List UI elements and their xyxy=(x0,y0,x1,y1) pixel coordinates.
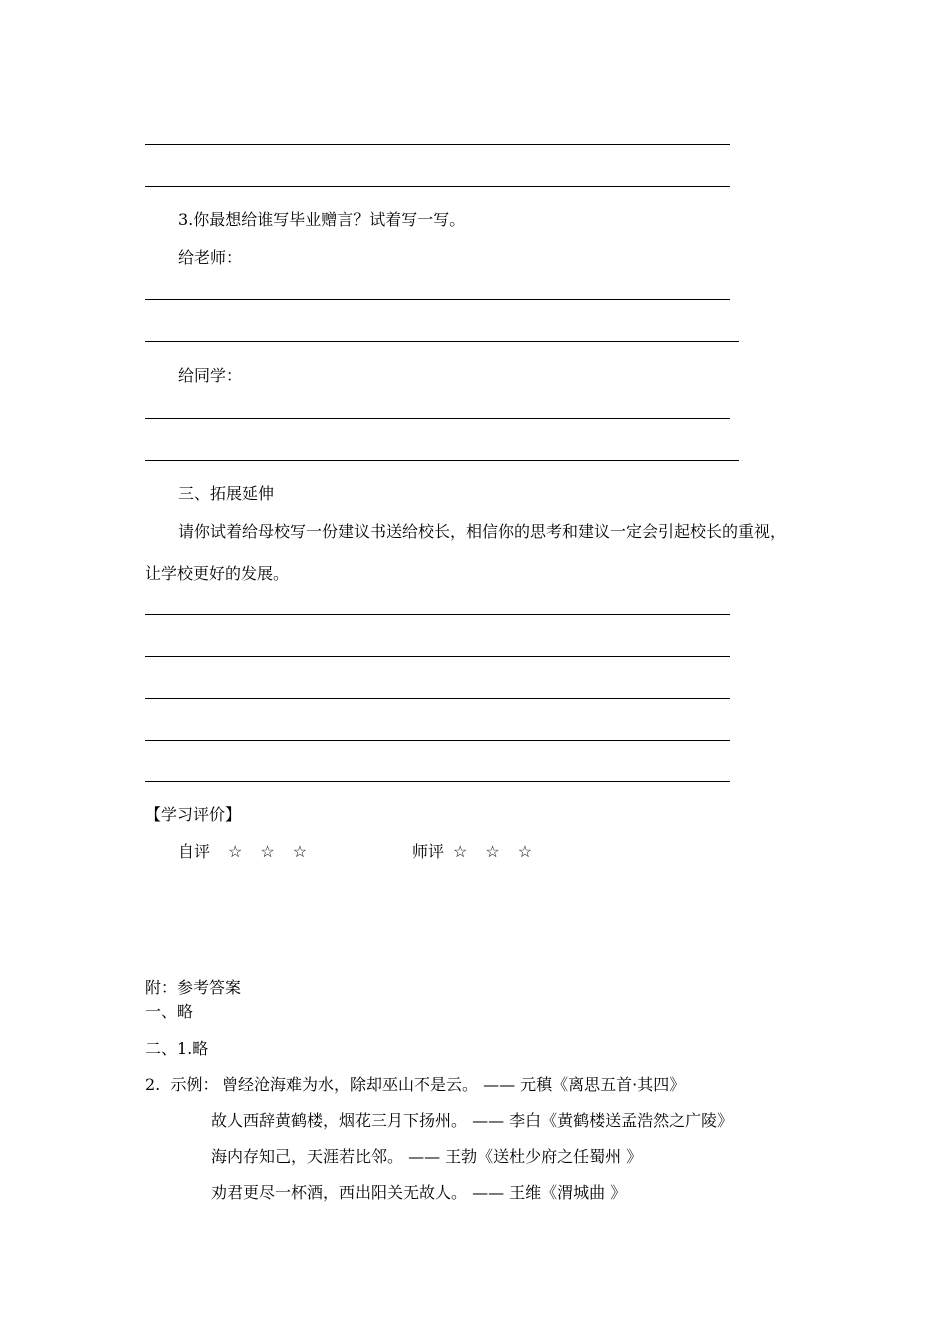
writing-line xyxy=(145,698,730,699)
question-3-prompt: 3.你最想给谁写毕业赠言？试着写一写。 xyxy=(178,210,466,229)
writing-line xyxy=(145,144,730,145)
section-text-line: 请你试着给母校写一份建议书送给校长，相信你的思考和建议一定会引起校长的重视， xyxy=(178,522,787,541)
writing-line xyxy=(145,341,739,342)
teacher-evaluation-label: 师评 xyxy=(412,842,445,861)
example-line: 曾经沧海难为水，除却巫山不是云。 —— 元稹《离思五首·其四》 xyxy=(222,1075,686,1094)
teacher-label: 给老师： xyxy=(178,248,243,267)
teacher-evaluation-stars: ☆ ☆ ☆ xyxy=(453,842,534,861)
writing-line xyxy=(145,740,730,741)
example-line: 故人西辞黄鹤楼，烟花三月下扬州。 —— 李白《黄鹤楼送孟浩然之广陵》 xyxy=(211,1111,734,1130)
evaluation-title: 【学习评价】 xyxy=(145,805,242,824)
writing-line xyxy=(145,299,730,300)
writing-line xyxy=(145,460,739,461)
writing-line xyxy=(145,418,730,419)
writing-line xyxy=(145,656,730,657)
example-line: 海内存知己，天涯若比邻。 —— 王勃《送杜少府之任蜀州 》 xyxy=(211,1147,643,1166)
self-evaluation-stars: ☆ ☆ ☆ xyxy=(228,842,309,861)
example-prefix: 2. 示例： xyxy=(145,1075,219,1094)
writing-line xyxy=(145,781,730,782)
answer-1: 一、略 xyxy=(145,1002,194,1021)
answers-title: 附：参考答案 xyxy=(145,978,242,997)
writing-line xyxy=(145,186,730,187)
writing-line xyxy=(145,614,730,615)
classmate-label: 给同学： xyxy=(178,366,243,385)
self-evaluation-label: 自评 xyxy=(178,842,211,861)
answer-2-1: 二、1.略 xyxy=(145,1039,209,1058)
example-line: 劝君更尽一杯酒，西出阳关无故人。 —— 王维《渭城曲 》 xyxy=(211,1183,627,1202)
section-title: 三、拓展延伸 xyxy=(178,484,275,503)
section-text-line: 让学校更好的发展。 xyxy=(145,564,290,583)
